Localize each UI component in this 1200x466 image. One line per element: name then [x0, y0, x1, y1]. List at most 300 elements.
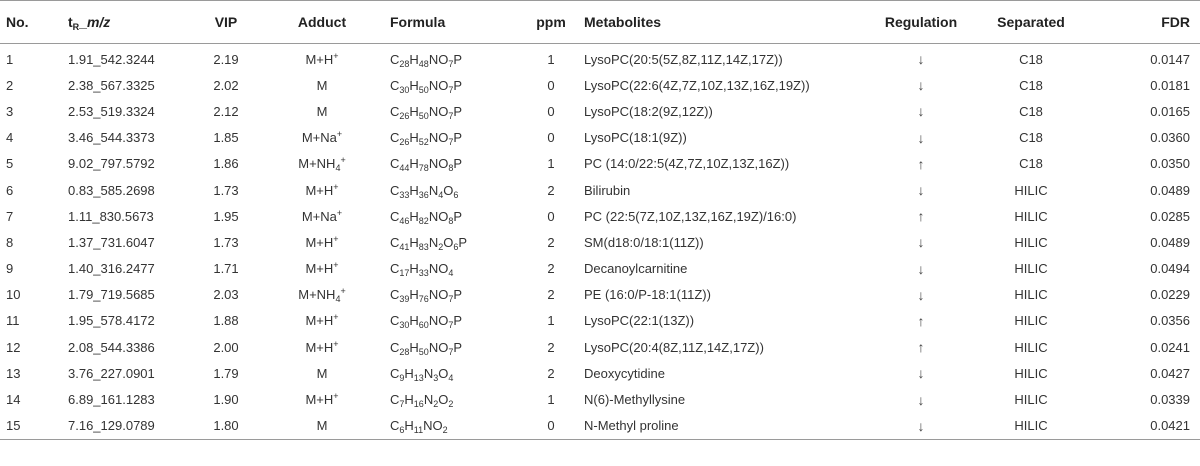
- cell-formula: [386, 72, 526, 98]
- cell-formula-part: NO: [428, 77, 449, 93]
- cell-formula-part: 36: [418, 189, 429, 200]
- cell-formula-part: H: [409, 51, 419, 67]
- cell-separated: HILIC: [1014, 313, 1048, 329]
- cell-formula: [386, 360, 526, 386]
- table-row: [0, 360, 1200, 386]
- cell-fdr: 0.0360: [1150, 130, 1190, 146]
- cell-no: 15: [0, 413, 56, 440]
- cell-metabolite: N(6)-Methyllysine: [584, 392, 686, 408]
- cell-adduct: [258, 151, 386, 177]
- cell-formula-part: C: [390, 156, 400, 172]
- cell-formula-part: H: [409, 130, 419, 146]
- cell-separated: C18: [1019, 156, 1043, 172]
- cell-metabolite: LysoPC(20:4(8Z,11Z,14Z,17Z)): [584, 339, 764, 355]
- cell-fdr: 0.0489: [1150, 234, 1190, 250]
- cell-regulation-arrow-icon: ↓: [917, 234, 925, 251]
- cell-fdr: 0.0427: [1150, 365, 1190, 381]
- cell-separated: C18: [1019, 77, 1043, 93]
- table-row: [0, 125, 1200, 151]
- cell-adduct: [258, 98, 386, 124]
- cell-metabolite: N-Methyl proline: [576, 413, 866, 440]
- cell-formula-part: 8: [448, 215, 454, 226]
- table-row: [0, 256, 1200, 282]
- cell-formula-part: O: [443, 234, 454, 250]
- tr-separator: _: [79, 14, 87, 30]
- cell-formula-part: 82: [418, 215, 429, 226]
- cell-formula-part: 60: [418, 320, 429, 331]
- cell-formula-part: 9: [399, 372, 405, 383]
- tr-label: t: [68, 14, 73, 30]
- cell-tr-mz: 1.37_731.6047: [68, 234, 155, 250]
- cell-formula: [386, 98, 526, 124]
- cell-formula-part: NO: [423, 418, 443, 434]
- cell-formula-part: NO: [428, 313, 449, 329]
- cell-ppm: 1: [547, 51, 555, 67]
- cell-formula-part: 4: [448, 268, 454, 279]
- cell-regulation-arrow-icon: ↓: [917, 365, 925, 382]
- cell-fdr: 0.0494: [1150, 261, 1190, 277]
- cell-formula-part: C: [390, 261, 400, 277]
- cell-tr-mz: 3.46_544.3373: [68, 130, 155, 146]
- cell-adduct-part: +: [333, 233, 339, 244]
- col-header-adduct: Adduct: [258, 1, 386, 44]
- cell-no: 12: [6, 339, 21, 355]
- cell-tr-mz: 3.76_227.0901: [68, 365, 155, 381]
- cell-tr-mz: 1.40_316.2477: [68, 261, 155, 277]
- cell-formula-part: 6: [399, 425, 405, 436]
- cell-adduct-part: +: [333, 338, 339, 349]
- cell-formula-part: P: [453, 208, 462, 224]
- cell-formula-part: C: [390, 234, 400, 250]
- mz-label: m/z: [86, 14, 111, 30]
- cell-fdr: 0.0285: [1150, 208, 1190, 224]
- cell-adduct-part: +: [336, 129, 343, 140]
- cell-adduct: [258, 386, 386, 412]
- cell-ppm: 2: [547, 234, 555, 250]
- cell-separated: HILIC: [976, 413, 1086, 440]
- cell-formula-part: 7: [448, 58, 454, 69]
- cell-metabolite: LysoPC(22:1(13Z)): [584, 313, 695, 329]
- cell-regulation-arrow-icon: ↑: [917, 339, 925, 356]
- cell-formula-part: H: [409, 234, 419, 250]
- cell-formula-part: 78: [418, 163, 429, 174]
- cell-formula-part: H: [409, 287, 419, 303]
- cell-formula-part: H: [404, 365, 414, 381]
- cell-formula-part: 16: [413, 399, 424, 410]
- col-header-formula: Formula: [386, 1, 526, 44]
- cell-formula-part: 7: [399, 399, 405, 410]
- cell-adduct-part: M+H: [305, 51, 334, 67]
- cell-regulation-arrow-icon: ↓: [866, 413, 976, 440]
- cell-formula-part: P: [453, 130, 462, 146]
- cell-fdr: 0.0339: [1150, 392, 1190, 408]
- col-header-metabolites: Metabolites: [576, 1, 866, 44]
- cell-ppm: 2: [547, 182, 555, 198]
- cell-ppm: 0: [547, 77, 555, 93]
- cell-vip: 2.12: [213, 103, 239, 119]
- cell-adduct-part: +: [333, 312, 339, 323]
- cell-formula-part: C: [390, 51, 400, 67]
- cell-vip: 1.73: [213, 234, 239, 250]
- cell-tr-mz: 7.16_129.0789: [56, 413, 194, 440]
- table-row: [0, 151, 1200, 177]
- cell-tr-mz: 1.79_719.5685: [68, 287, 155, 303]
- cell-no: 11: [6, 313, 20, 329]
- cell-formula-part: 17: [399, 268, 410, 279]
- cell-formula-part: 13: [413, 372, 424, 383]
- cell-adduct-part: +: [333, 260, 339, 271]
- cell-formula: [386, 282, 526, 308]
- table-row: [0, 334, 1200, 360]
- cell-ppm: 0: [547, 130, 555, 146]
- cell-adduct: [258, 413, 386, 440]
- cell-adduct-part: M+H: [305, 234, 334, 250]
- cell-regulation-arrow-icon: ↓: [917, 129, 925, 146]
- cell-fdr: 0.0181: [1150, 77, 1190, 93]
- cell-formula-part: C: [390, 208, 400, 224]
- cell-formula-part: P: [453, 77, 462, 93]
- cell-formula-part: C: [390, 130, 400, 146]
- cell-formula-part: P: [453, 51, 462, 67]
- cell-separated: HILIC: [1014, 392, 1048, 408]
- cell-formula-part: N: [423, 365, 434, 381]
- cell-separated: C18: [1019, 103, 1043, 119]
- cell-formula-part: H: [404, 392, 414, 408]
- cell-formula-part: 50: [418, 346, 429, 357]
- cell-adduct: [258, 256, 386, 282]
- cell-adduct-part: M+H: [305, 313, 334, 329]
- cell-metabolite: LysoPC(18:2(9Z,12Z)): [584, 103, 713, 119]
- cell-ppm: 0: [547, 103, 555, 119]
- cell-adduct-part: M: [316, 365, 328, 381]
- cell-formula-part: 26: [399, 110, 410, 121]
- cell-formula-part: 2: [442, 425, 448, 436]
- cell-no: 6: [6, 182, 14, 198]
- cell-tr-mz: 0.83_585.2698: [68, 182, 155, 198]
- cell-adduct-part: 4: [335, 163, 341, 174]
- cell-formula-part: C: [390, 182, 400, 198]
- cell-tr-mz: 2.38_567.3325: [68, 77, 155, 93]
- cell-tr-mz: 1.11_830.5673: [68, 208, 154, 224]
- cell-adduct: [258, 44, 386, 73]
- cell-formula: [386, 413, 526, 440]
- cell-formula: [386, 177, 526, 203]
- cell-fdr: 0.0421: [1086, 413, 1200, 440]
- cell-regulation-arrow-icon: ↓: [917, 286, 925, 303]
- cell-regulation-arrow-icon: ↓: [917, 391, 925, 408]
- cell-no: 10: [6, 287, 21, 303]
- cell-separated: HILIC: [1014, 287, 1048, 303]
- cell-no: 7: [6, 208, 14, 224]
- cell-adduct-part: M: [316, 103, 328, 119]
- cell-adduct-part: M+Na: [301, 130, 337, 146]
- cell-fdr: 0.0147: [1150, 51, 1190, 67]
- cell-formula-part: O: [438, 392, 449, 408]
- table-row: [0, 98, 1200, 124]
- cell-formula-part: H: [409, 156, 419, 172]
- cell-regulation-arrow-icon: ↓: [917, 77, 925, 94]
- cell-formula-part: 7: [448, 320, 454, 331]
- cell-formula-part: NO: [428, 208, 449, 224]
- cell-formula-part: H: [409, 77, 419, 93]
- cell-separated: HILIC: [1014, 234, 1048, 250]
- cell-no: 8: [6, 234, 14, 250]
- cell-formula-part: P: [458, 234, 468, 250]
- cell-adduct: [258, 360, 386, 386]
- cell-fdr: 0.0241: [1150, 339, 1190, 355]
- tr-subscript: R: [72, 22, 80, 32]
- cell-formula-part: 83: [418, 241, 429, 252]
- cell-separated: HILIC: [1014, 261, 1048, 277]
- cell-formula-part: 33: [399, 189, 410, 200]
- cell-adduct-part: +: [340, 286, 346, 297]
- cell-formula-part: 50: [418, 110, 429, 121]
- cell-formula-part: 52: [418, 137, 429, 148]
- cell-formula-part: 7: [448, 137, 454, 148]
- cell-formula: [386, 308, 526, 334]
- cell-formula-part: NO: [428, 156, 449, 172]
- cell-formula-part: NO: [428, 339, 449, 355]
- cell-formula: [386, 151, 526, 177]
- cell-formula-part: 30: [399, 84, 410, 95]
- table-row: [0, 282, 1200, 308]
- cell-adduct-part: M+NH: [298, 156, 336, 172]
- cell-formula-part: 26: [399, 137, 410, 148]
- cell-vip: 1.79: [213, 365, 239, 381]
- cell-formula-part: 8: [448, 163, 454, 174]
- cell-formula-part: 7: [448, 346, 454, 357]
- cell-tr-mz: 2.08_544.3386: [68, 339, 155, 355]
- cell-metabolite: PC (22:5(7Z,10Z,13Z,16Z,19Z)/16:0): [584, 208, 797, 224]
- table-body: [0, 44, 1200, 440]
- cell-formula-part: H: [404, 418, 414, 434]
- cell-adduct: [258, 282, 386, 308]
- cell-ppm: 0: [526, 413, 576, 440]
- cell-formula-part: C: [390, 365, 400, 381]
- table-row: [0, 44, 1200, 73]
- cell-formula-part: 28: [399, 58, 410, 69]
- table-row: [0, 308, 1200, 334]
- cell-adduct: [258, 308, 386, 334]
- cell-vip: 1.90: [213, 392, 239, 408]
- cell-metabolite: Deoxycytidine: [584, 365, 665, 381]
- cell-formula: [386, 334, 526, 360]
- cell-formula-part: NO: [428, 51, 449, 67]
- cell-tr-mz: 1.95_578.4172: [68, 313, 155, 329]
- cell-metabolite: Bilirubin: [584, 182, 631, 198]
- cell-no: 4: [6, 130, 14, 146]
- cell-formula-part: 4: [448, 372, 454, 383]
- cell-ppm: 0: [547, 208, 555, 224]
- cell-formula-part: C: [390, 313, 400, 329]
- cell-formula-part: H: [409, 261, 419, 277]
- cell-formula-part: O: [438, 365, 449, 381]
- cell-ppm: 2: [547, 365, 555, 381]
- cell-fdr: 0.0350: [1150, 156, 1190, 172]
- cell-formula-part: N: [423, 392, 434, 408]
- cell-separated: HILIC: [1014, 182, 1048, 198]
- cell-formula-part: 41: [399, 241, 410, 252]
- cell-adduct-part: +: [340, 155, 346, 166]
- cell-separated: HILIC: [1014, 208, 1048, 224]
- cell-adduct-part: M: [316, 77, 328, 93]
- cell-adduct-part: +: [333, 50, 339, 61]
- cell-formula-part: 50: [418, 84, 429, 95]
- cell-ppm: 2: [547, 339, 555, 355]
- cell-formula-part: C: [390, 77, 400, 93]
- cell-no: 14: [6, 392, 21, 408]
- cell-no: 13: [6, 365, 21, 381]
- cell-formula-part: 6: [453, 189, 459, 200]
- col-header-no: No.: [0, 1, 56, 44]
- cell-regulation-arrow-icon: ↓: [917, 182, 925, 199]
- cell-tr-mz: 6.89_161.1283: [68, 392, 155, 408]
- cell-separated: HILIC: [1014, 365, 1048, 381]
- cell-ppm: 2: [547, 261, 555, 277]
- col-header-tr-mz: [56, 1, 194, 44]
- cell-regulation-arrow-icon: ↑: [917, 312, 925, 329]
- cell-formula-part: O: [443, 182, 454, 198]
- cell-formula-part: 39: [399, 294, 410, 305]
- cell-metabolite: LysoPC(22:6(4Z,7Z,10Z,13Z,16Z,19Z)): [584, 77, 810, 93]
- cell-formula-part: 7: [448, 294, 454, 305]
- col-header-fdr: FDR: [1086, 1, 1200, 44]
- cell-vip: 2.00: [213, 339, 239, 355]
- cell-vip: 1.73: [213, 182, 239, 198]
- cell-adduct-part: +: [336, 207, 343, 218]
- table-row: [0, 72, 1200, 98]
- cell-ppm: 1: [547, 313, 555, 329]
- cell-regulation-arrow-icon: ↓: [917, 260, 925, 277]
- cell-formula: [386, 386, 526, 412]
- cell-fdr: 0.0165: [1150, 103, 1190, 119]
- cell-formula-part: 46: [399, 215, 410, 226]
- cell-regulation-arrow-icon: ↓: [917, 51, 925, 68]
- cell-formula-part: 3: [433, 372, 439, 383]
- cell-formula-part: 44: [399, 163, 410, 174]
- col-header-regulation: Regulation: [866, 1, 976, 44]
- cell-separated: C18: [1019, 130, 1043, 146]
- cell-formula-part: P: [453, 287, 462, 303]
- cell-adduct-part: M+H: [305, 261, 334, 277]
- cell-formula-part: NO: [428, 287, 449, 303]
- cell-no: 2: [6, 77, 14, 93]
- cell-formula-part: H: [409, 313, 419, 329]
- cell-vip: 2.19: [213, 51, 239, 67]
- cell-tr-mz: 9.02_797.5792: [68, 156, 155, 172]
- cell-tr-mz: 2.53_519.3324: [68, 103, 155, 119]
- cell-formula-part: 4: [438, 189, 444, 200]
- cell-separated: HILIC: [1014, 339, 1048, 355]
- cell-adduct-part: M+H: [305, 392, 334, 408]
- cell-adduct: [258, 203, 386, 229]
- cell-formula-part: 48: [418, 58, 429, 69]
- cell-formula-part: 2: [433, 399, 439, 410]
- cell-formula: [386, 203, 526, 229]
- cell-metabolite: PE (16:0/P-18:1(11Z)): [584, 287, 711, 303]
- col-header-vip: VIP: [194, 1, 258, 44]
- cell-vip: 1.80: [194, 413, 258, 440]
- cell-formula-part: 2: [438, 241, 444, 252]
- cell-adduct-part: +: [333, 181, 339, 192]
- cell-formula-part: 7: [448, 110, 454, 121]
- cell-vip: 1.88: [213, 313, 239, 329]
- cell-metabolite: LysoPC(18:1(9Z)): [584, 130, 687, 146]
- cell-no: 3: [6, 103, 14, 119]
- cell-adduct: [258, 229, 386, 255]
- cell-ppm: 2: [547, 287, 555, 303]
- cell-vip: 2.02: [213, 77, 239, 93]
- cell-formula-part: P: [453, 339, 462, 355]
- table-row: [0, 386, 1200, 412]
- cell-formula-part: 7: [448, 84, 454, 95]
- cell-formula: [386, 229, 526, 255]
- cell-vip: 1.71: [213, 261, 239, 277]
- cell-formula-part: 30: [399, 320, 410, 331]
- cell-metabolite: PC (14:0/22:5(4Z,7Z,10Z,13Z,16Z)): [584, 156, 790, 172]
- cell-formula-part: 6: [453, 241, 459, 252]
- cell-metabolite: SM(d18:0/18:1(11Z)): [584, 234, 704, 250]
- cell-adduct: [258, 334, 386, 360]
- cell-formula-part: 28: [399, 346, 410, 357]
- cell-no: 1: [6, 51, 14, 67]
- cell-formula-part: H: [409, 182, 419, 198]
- cell-formula-part: NO: [428, 261, 449, 277]
- cell-adduct-part: M+H: [305, 182, 334, 198]
- cell-fdr: 0.0229: [1150, 287, 1190, 303]
- cell-formula-part: NO: [428, 103, 449, 119]
- cell-adduct-part: M+Na: [301, 208, 337, 224]
- cell-formula-part: H: [409, 103, 419, 119]
- cell-formula-part: P: [453, 103, 462, 119]
- cell-formula-part: P: [453, 313, 462, 329]
- cell-adduct-part: M+H: [305, 339, 334, 355]
- cell-adduct: [258, 177, 386, 203]
- cell-formula-part: C: [390, 392, 400, 408]
- table-row: [0, 177, 1200, 203]
- col-header-separated: Separated: [976, 1, 1086, 44]
- cell-regulation-arrow-icon: ↓: [917, 103, 925, 120]
- cell-formula-part: 76: [418, 294, 429, 305]
- cell-formula-part: H: [409, 339, 419, 355]
- cell-formula-part: 11: [413, 425, 424, 436]
- cell-adduct-part: M+NH: [298, 287, 336, 303]
- cell-fdr: 0.0356: [1150, 313, 1190, 329]
- cell-formula-part: H: [409, 208, 419, 224]
- cell-fdr: 0.0489: [1150, 182, 1190, 198]
- cell-formula-part: NO: [428, 130, 449, 146]
- header-row: [0, 1, 1200, 44]
- cell-vip: 1.86: [213, 156, 239, 172]
- cell-adduct-part: 4: [335, 294, 341, 305]
- cell-formula-part: 2: [448, 399, 454, 410]
- col-header-ppm: ppm: [526, 1, 576, 44]
- cell-metabolite: LysoPC(20:5(5Z,8Z,11Z,14Z,17Z)): [584, 51, 783, 67]
- cell-formula-part: 33: [418, 268, 429, 279]
- cell-vip: 2.03: [213, 287, 239, 303]
- cell-ppm: 1: [547, 392, 555, 408]
- cell-formula-part: P: [453, 156, 462, 172]
- cell-regulation-arrow-icon: ↑: [917, 155, 925, 172]
- cell-adduct-part: M: [316, 418, 328, 434]
- table-row: [0, 203, 1200, 229]
- cell-adduct-part: +: [333, 391, 339, 402]
- cell-formula-part: C: [390, 339, 400, 355]
- cell-separated: C18: [1019, 51, 1043, 67]
- cell-regulation-arrow-icon: ↑: [917, 208, 925, 225]
- cell-metabolite: Decanoylcarnitine: [584, 261, 688, 277]
- cell-adduct: [258, 72, 386, 98]
